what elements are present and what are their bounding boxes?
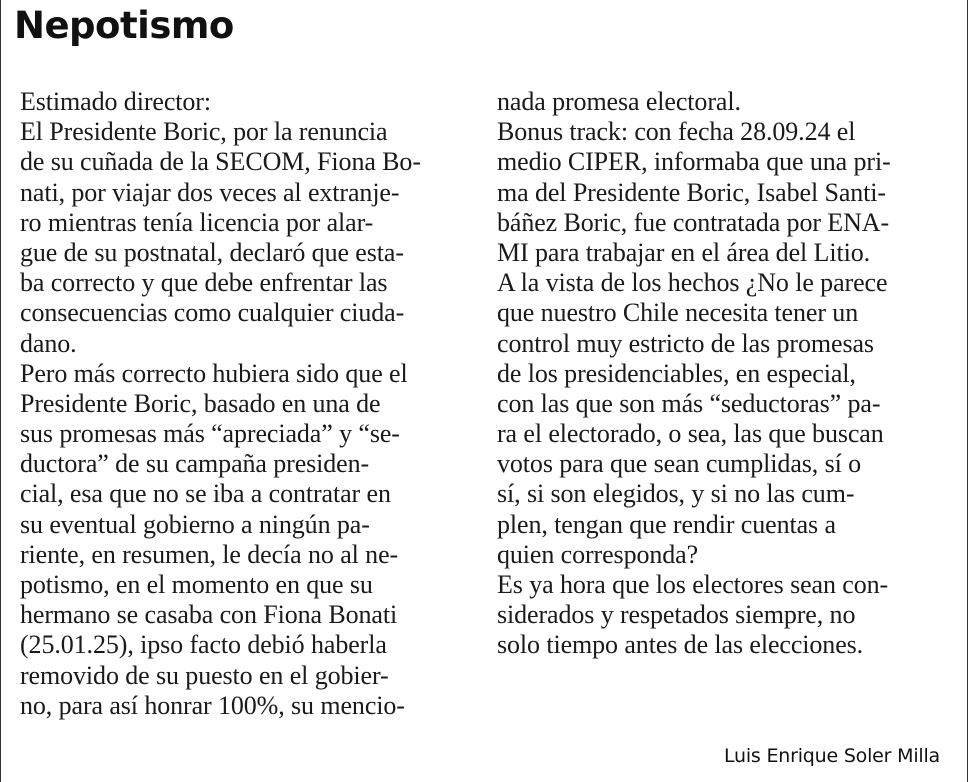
article-text-line: Estimado director:: [20, 87, 211, 116]
article-text-line: (25.01.25), ipso facto debió haberla: [20, 630, 387, 660]
article-text-line: votos para que sean cumplidas, sí o: [497, 449, 862, 479]
article-column-left: [20, 87, 470, 721]
article-text-line: ra el electorado, o sea, las que buscan: [497, 419, 884, 449]
article-headline: Nepotismo: [14, 4, 234, 47]
article-signature: Luis Enrique Soler Milla: [723, 745, 940, 767]
article-text-line: dano.: [20, 328, 77, 358]
article-text-line: siderados y respetados siempre, no: [497, 600, 856, 630]
article-text-line: MI para trabajar en el área del Litio.: [497, 237, 870, 267]
article-text-line: A la vista de los hechos ¿No le parece: [497, 268, 888, 298]
article-text-line: ma del Presidente Boric, Isabel Santi-: [497, 177, 886, 207]
article-text-line: sus promesas más “apreciada” y “se-: [20, 419, 400, 449]
article-text-line: que nuestro Chile necesita tener un: [497, 298, 859, 328]
article-text-line: de los presidenciables, en especial,: [497, 358, 856, 388]
article-text-line: potismo, en el momento en que su: [20, 570, 373, 599]
article-column-right: [497, 87, 947, 661]
article-text-line: báñez Boric, fue contratada por ENA-: [497, 207, 889, 237]
article-text-line: cial, esa que no se iba a contratar en: [20, 479, 391, 509]
article-text-line: consecuencias como cualquier ciuda-: [20, 298, 405, 328]
article-text-line: con las que son más “seductoras” pa-: [497, 388, 881, 418]
article-text-line: ductora” de su campaña presiden-: [20, 449, 370, 479]
article-text-line: nati, por viajar dos veces al extranje-: [20, 177, 400, 207]
article-text-line: Bonus track: con fecha 28.09.24 el: [497, 117, 856, 147]
article-text-line: gue de su postnatal, declaró que esta-: [20, 237, 404, 267]
article-text-line: medio CIPER, informaba que una pri-: [497, 147, 891, 177]
article-text-line: solo tiempo antes de las elecciones.: [497, 630, 864, 660]
article-text-line: control muy estricto de las promesas: [497, 328, 874, 358]
article-text-line: hermano se casaba con Fiona Bonati: [20, 600, 398, 630]
article-text-line: nada promesa electoral.: [497, 87, 741, 116]
article-text-line: su eventual gobierno a ningún pa-: [20, 509, 370, 539]
article-text-line: removido de su puesto en el gobier-: [20, 660, 389, 690]
article-text-line: El Presidente Boric, por la renuncia: [20, 117, 388, 147]
article-text-line: de su cuñada de la SECOM, Fiona Bo-: [20, 147, 421, 177]
article-text-line: Pero más correcto hubiera sido que el: [20, 358, 408, 388]
article-text-line: no, para así honrar 100%, su mencio-: [20, 690, 405, 720]
article-text-line: ba correcto y que debe enfrentar las: [20, 268, 388, 298]
article-text-line: plen, tengan que rendir cuentas a: [497, 509, 836, 539]
article-text-line: Es ya hora que los electores sean con-: [497, 570, 889, 599]
article-text-line: riente, en resumen, le decía no al ne-: [20, 539, 399, 569]
article-text-line: ro mientras tenía licencia por alar-: [20, 207, 374, 237]
article-text-line: quien corresponda?: [497, 539, 699, 569]
article-text-line: sí, si son elegidos, y si no las cum-: [497, 479, 855, 509]
article-text-line: Presidente Boric, basado en una de: [20, 388, 381, 418]
